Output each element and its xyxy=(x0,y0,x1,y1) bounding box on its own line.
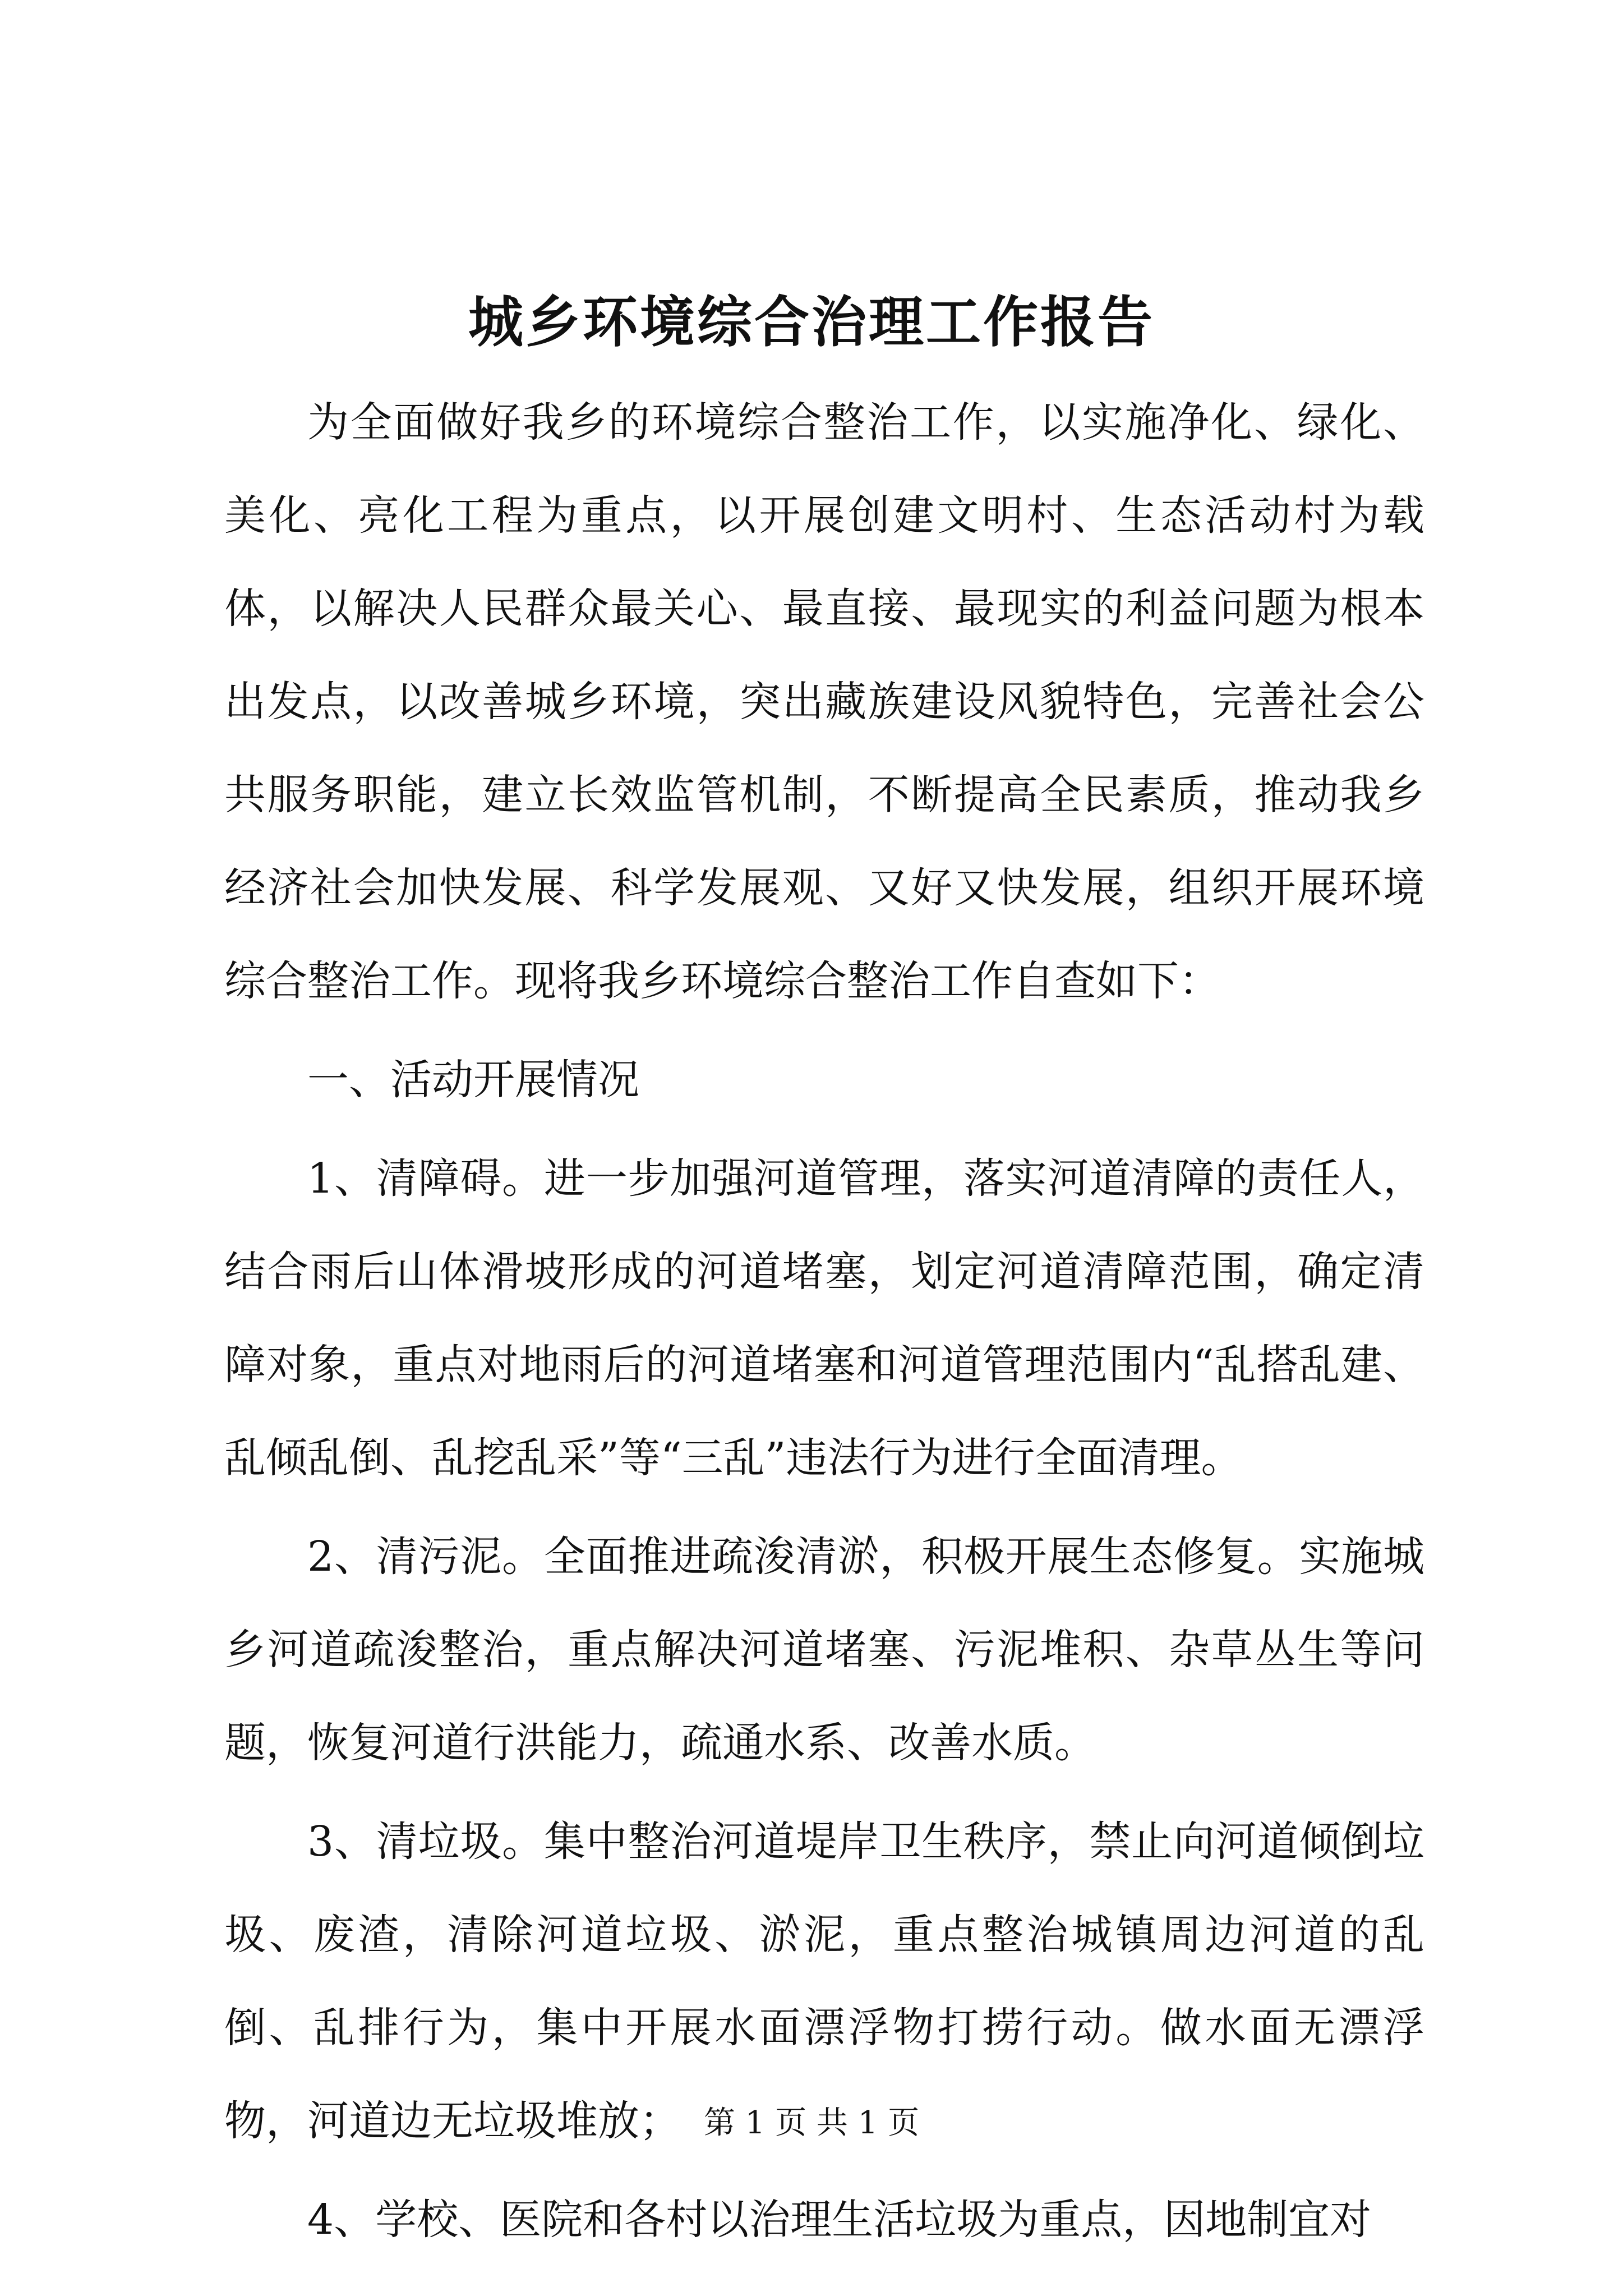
document-title: 城乡环境综合治理工作报告 xyxy=(468,290,1155,355)
document-body xyxy=(224,376,1424,2266)
paragraph-item-1: 1、清障碍。进一步加强河道管理，落实河道清障的责任人，结合雨后山体滑坡形成的河道堵塞，划定河道清障范围，确定清障对象，重点对地雨后的河道堵塞和河道管理范围内“乱搭乱建、乱倾乱倒、乱挖乱采”等“三乱”违法行为进行全面清理。 xyxy=(224,1154,1424,1482)
paragraph-item-2: 2、清污泥。全面推进疏浚清淤，积极开展生态修复。实施城乡河道疏浚整治，重点解决河道堵塞、污泥堆积、杂草丛生等问题，恢复河道行洪能力，疏通水系、改善水质。 xyxy=(224,1533,1424,1767)
paragraph-item-3: 3、清垃圾。集中整治河道堤岸卫生秩序，禁止向河道倾倒垃圾、废渣，清除河道垃圾、淤泥，重点整治城镇周边河道的乱倒、乱排行为，集中开展水面漂浮物打捞行动。做水面无漂浮物，河道边无垃圾堆放； xyxy=(224,1818,1424,2145)
paragraph-intro: 为全面做好我乡的环境综合整治工作，以实施净化、绿化、美化、亮化工程为重点，以开展创建文明村、生态活动村为载体，以解决人民群众最关心、最直接、最现实的利益问题为根本出发点，以改善城乡环境，突出藏族建设风貌特色，完善社会公共服务职能，建立长效监管机制，不断提高全民素质，推动我乡经济社会加快发展、科学发展观、又好又快发展，组织开展环境综合整治工作。现将我乡环境综合整治工作自查如下： xyxy=(224,398,1424,1005)
page-number-footer: 第 1 页 共 1 页 xyxy=(703,2105,920,2141)
paragraph-item-4: 4、学校、医院和各村以治理生活垃圾为重点，因地制宜对 xyxy=(307,2196,1372,2244)
section-heading-activities: 一、活动开展情况 xyxy=(307,1056,639,1104)
